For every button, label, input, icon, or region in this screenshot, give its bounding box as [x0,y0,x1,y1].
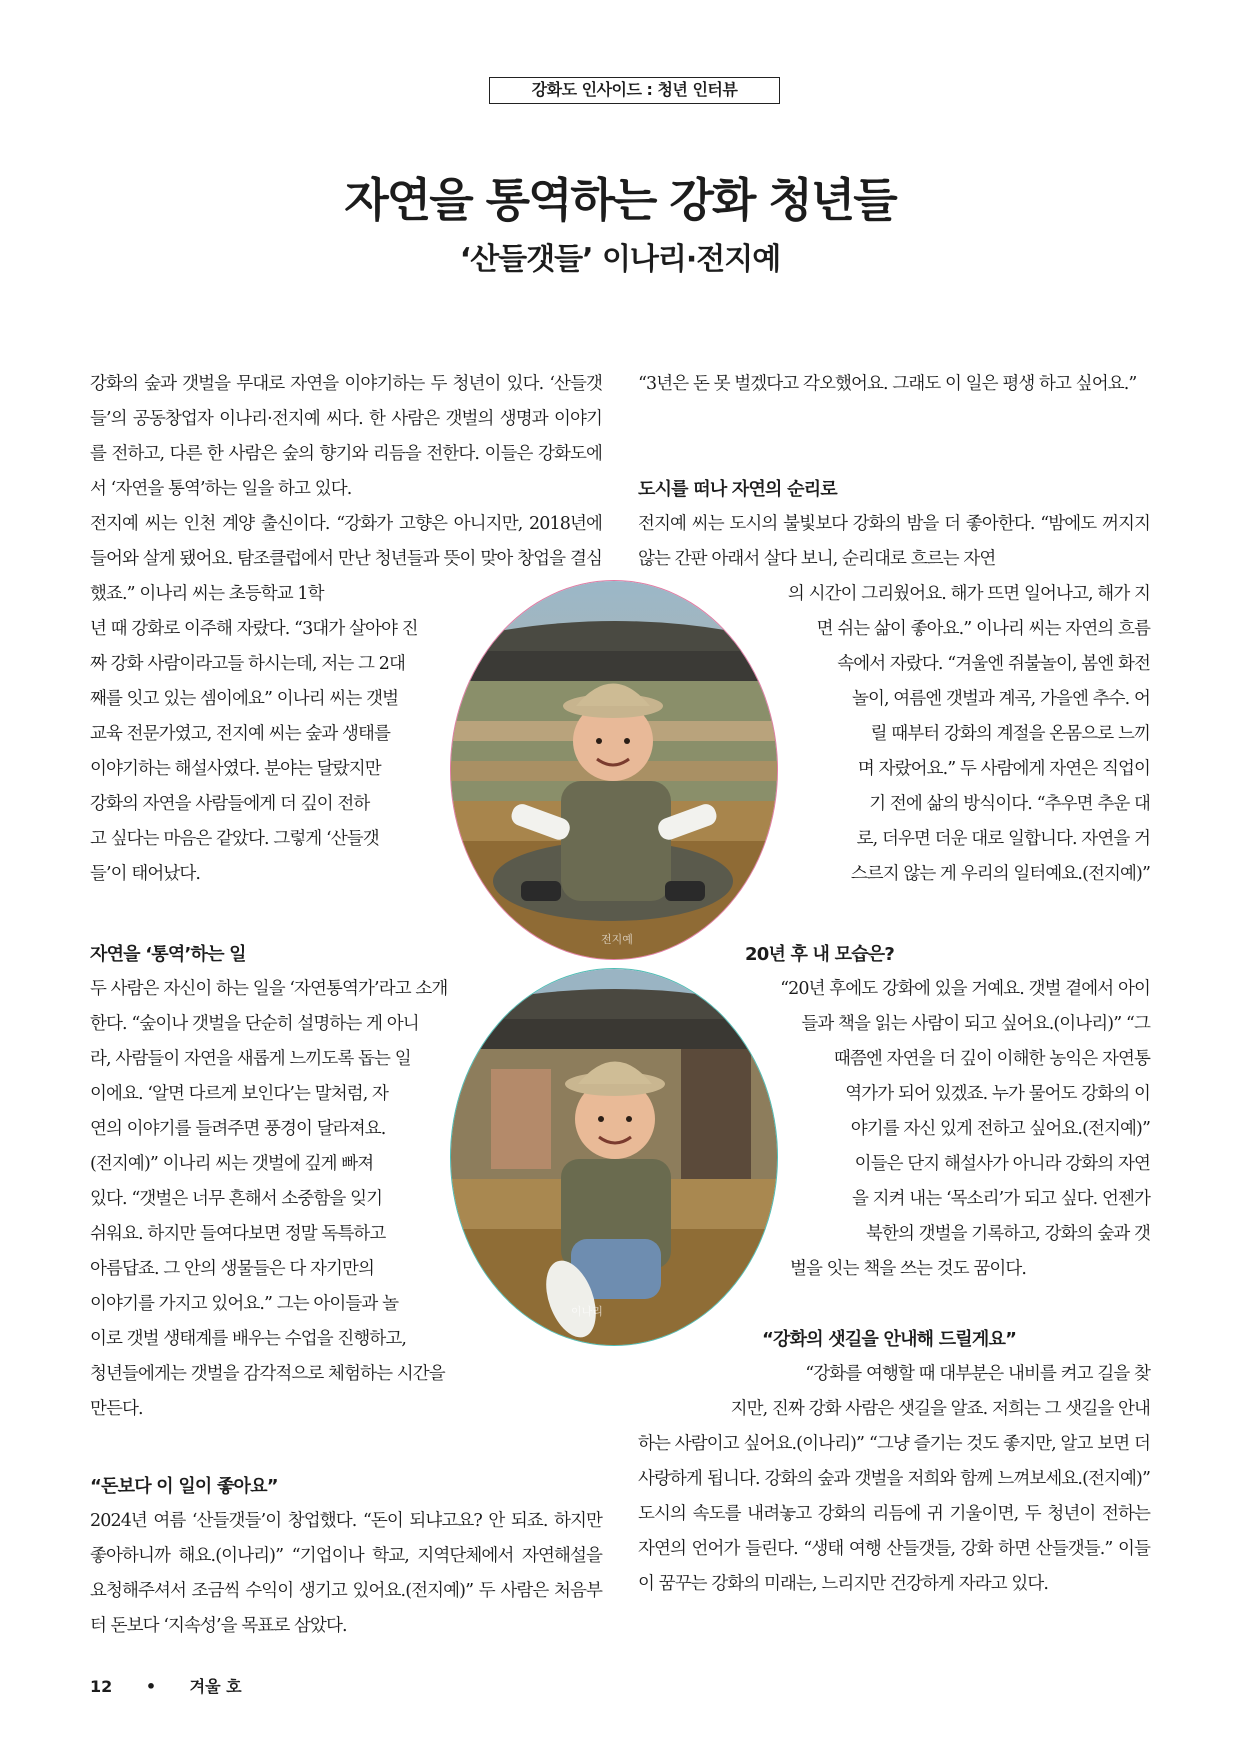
page-footer [90,1674,242,1697]
page-subtitle: ‘산들갯들’ 이나리·전지예 [459,242,781,277]
portrait-illustration-1 [451,581,778,960]
wrap-line: 로, 더우면 더운 대로 일합니다. 자연을 거 [856,829,1150,849]
wrap-line: 교육 전문가였고, 전지예 씨는 숲과 생태를 [90,724,391,744]
wrap-line: 들과 책을 읽는 사람이 되고 싶어요.(이나리)” “그 [801,1014,1150,1034]
footer-bullet: • [145,1677,157,1696]
wrap-line: 이에요. ‘알면 다르게 보인다’는 말처럼, 자 [90,1084,389,1104]
wrap-line: 라, 사람들이 자연을 새롭게 느끼도록 돕는 일 [90,1049,411,1069]
wrap-line: 스르지 않는 게 우리의 일터예요.(전지예)” [850,864,1150,884]
photo-credit: 전지예 [601,933,633,946]
wrap-line: 들’이 태어났다. [90,864,201,884]
section-heading-city: 도시를 떠나 자연의 순리로 [638,479,837,500]
wrap-line: 면 쉬는 삶이 좋아요.” 이나리 씨는 자연의 흐름 [816,619,1150,639]
wrap-line: 이로 갯벌 생태계를 배우는 수업을 진행하고, [90,1329,407,1349]
wrap-line: (전지예)” 이나리 씨는 갯벌에 깊게 빠져 [90,1154,374,1174]
wrap-line: 의 시간이 그리웠어요. 해가 뜨면 일어나고, 해가 지 [787,584,1150,604]
wrap-line: “강화를 여행할 때 대부분은 내비를 켜고 길을 찾 [805,1364,1150,1384]
wrap-line: 이들은 단지 해설사가 아니라 강화의 자연 [854,1154,1150,1174]
wrap-line: 북한의 갯벌을 기록하고, 강화의 숲과 갯 [865,1224,1150,1244]
wrap-line: 고 싶다는 마음은 같았다. 그렇게 ‘산들갯 [90,829,379,849]
intro-paragraph: 강화의 숲과 갯벌을 무대로 자연을 이야기하는 두 청년이 있다. ‘산들갯들’의 공동창업자 이나리·전지예 씨다. 한 사람은 갯벌의 생명과 이야기를 전하고, 다른 한 사람은 숲의 향기와 리듬을 전한다. 이들은 강화도에서 ‘자연을 통역’하는 일을 하고 있다. [90,374,602,499]
wrap-line: 만든다. [90,1399,143,1419]
wrap-line: “20년 후에도 강화에 있을 거예요. 갯벌 곁에서 아이 [780,979,1150,999]
section-heading-sidepath: “강화의 샛길을 안내해 드릴게요” [762,1329,1017,1350]
section-heading-future: 20년 후 내 모습은? [745,944,895,965]
wrap-line: 강화의 자연을 사람들에게 더 깊이 전하 [90,794,370,814]
wrap-line: 연의 이야기를 들려주면 풍경이 달라져요. [90,1119,386,1139]
wrap-line: 역가가 되어 있겠죠. 누가 물어도 강화의 이 [845,1084,1150,1104]
wrap-line: 년 때 강화로 이주해 자랐다. “3대가 살아야 진 [90,619,418,639]
wrap-line: 릴 때부터 강화의 계절을 온몸으로 느끼 [870,724,1150,744]
section-tag: 강화도 인사이드 : 청년 인터뷰 [489,77,780,104]
wrap-line: 이야기를 가지고 있어요.” 그는 아이들과 놀 [90,1294,399,1314]
section-money-body: 2024년 여름 ‘산들갯들’이 창업했다. “돈이 되냐고요? 안 되죠. 하지만 좋아하니까 해요.(이나리)” “기업이나 학교, 지역단체에서 자연해설을 요청해주셔서 조금씩 수익이 생기고 있어요.(전지예)” 두 사람은 처음부터 돈보다 ‘지속성’을 목표로 삼았다. [90,1511,602,1636]
page-number: 12 [90,1677,113,1696]
wrap-line: 째를 잇고 있는 셈이에요” 이나리 씨는 갯벌 [90,689,399,709]
page-title: 자연을 통역하는 강화 청년들 [344,173,896,227]
section-heading-translation: 자연을 ‘통역’하는 일 [90,944,246,965]
wrap-line: 놀이, 여름엔 갯벌과 계곡, 가을엔 추수. 어 [851,689,1150,709]
section-city-top: 전지예 씨는 도시의 불빛보다 강화의 밤을 더 좋아한다. “밤에도 꺼지지 않는 간판 아래서 살다 보니, 순리대로 흐르는 자연 [638,514,1150,569]
section-sidepath-body: 하는 사람이고 싶어요.(이나리)” “그냥 즐기는 것도 좋지만, 알고 보면 더 사랑하게 됩니다. 강화의 숲과 갯벌을 저희와 함께 느껴보세요.(전지예)” 도시의 속도를 내려놓고 강화의 리듬에 귀 기울이면, 두 청년이 전하는 자연의 언어가 들린다. “생태 여행 산들갯들, 강화 하면 산들갯들.” 이들이 꿈꾸는 강화의 미래는, 느리지만 건강하게 자라고 있다. [638,1434,1150,1594]
wrap-line: 야기를 자신 있게 전하고 싶어요.(전지예)” [850,1119,1150,1139]
left-paragraph-2-top: 전지예 씨는 인천 계양 출신이다. “강화가 고향은 아니지만, 2018년에 들어와 살게 됐어요. 탐조클럽에서 만난 청년들과 뜻이 맞아 창업을 결심했죠.” 이나리 씨는 초등학교 1학 [90,514,602,604]
wrap-line: 짜 강화 사람이라고들 하시는데, 저는 그 2대 [90,654,405,674]
wrap-line: 쉬워요. 하지만 들여다보면 정말 독특하고 [90,1224,386,1244]
section-heading-money: “돈보다 이 일이 좋아요” [90,1476,278,1497]
wrap-line: 있다. “갯벌은 너무 흔해서 소중함을 잊기 [90,1189,383,1209]
portrait-photo-jeon-jiye [450,580,778,960]
photo-credit: 이나리 [571,1305,603,1318]
wrap-line: 이야기하는 해설사였다. 분야는 달랐지만 [90,759,381,779]
portrait-photo-lee-nari [450,968,778,1346]
wrap-line: 며 자랐어요.” 두 사람에게 자연은 직업이 [857,759,1150,779]
wrap-line: 을 지켜 내는 ‘목소리’가 되고 싶다. 언젠가 [851,1189,1150,1209]
wrap-line: 때쯤엔 자연을 더 깊이 이해한 농익은 자연통 [833,1049,1150,1069]
portrait-illustration-2 [451,969,778,1346]
wrap-line: 두 사람은 자신이 하는 일을 ‘자연통역가’라고 소개 [90,979,448,999]
wrap-line: 지만, 진짜 강화 사람은 샛길을 알죠. 저희는 그 샛길을 안내 [730,1399,1150,1419]
wrap-line: 벌을 잇는 책을 쓰는 것도 꿈이다. [790,1259,1027,1279]
issue-label: 겨울 호 [189,1677,242,1696]
wrap-line: 한다. “숲이나 갯벌을 단순히 설명하는 게 아니 [90,1014,419,1034]
wrap-line: 기 전에 삶의 방식이다. “추우면 추운 대 [869,794,1150,814]
wrap-line: 아름답죠. 그 안의 생물들은 다 자기만의 [90,1259,375,1279]
wrap-line: 속에서 자랐다. “겨울엔 쥐불놀이, 봄엔 화전 [837,654,1150,674]
wrap-line: 청년들에게는 갯벌을 감각적으로 체험하는 시간을 [90,1364,445,1384]
right-quote-top: “3년은 돈 못 벌겠다고 각오했어요. 그래도 이 일은 평생 하고 싶어요.” [638,374,1137,394]
